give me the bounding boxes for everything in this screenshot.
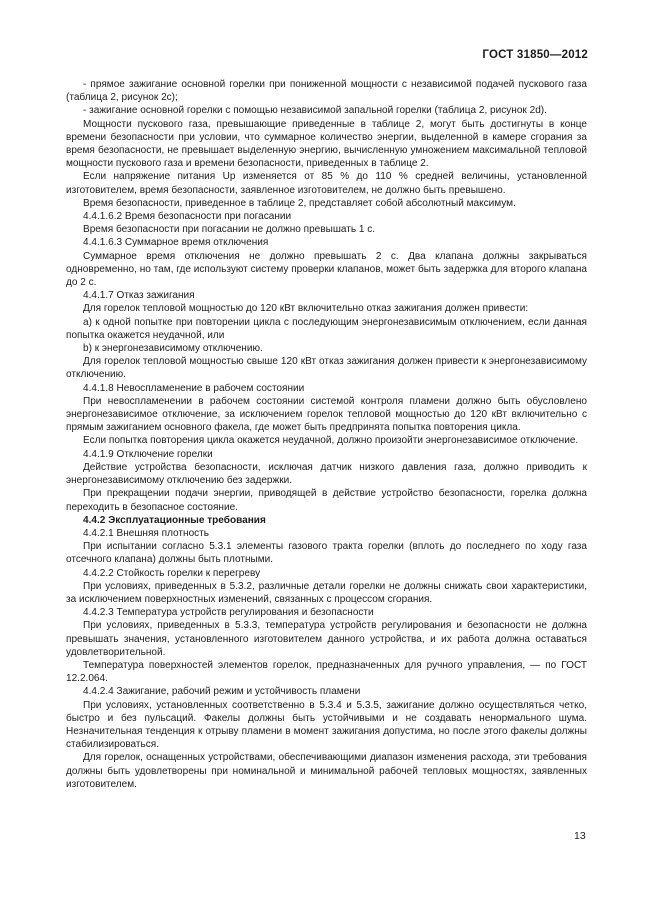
paragraph: Суммарное время отключения не должно превышать 2 с. Два клапана должны закрываться одновременно, но там, где используют систему проверки клапанов, может быть задержка для второго клапана до 2 с. [66, 250, 587, 289]
section-heading: 4.4.1.8 Невоспламенение в рабочем состоянии [83, 382, 305, 394]
section-heading: 4.4.2.4 Зажигание, рабочий режим и устойчивость пламени [83, 686, 361, 698]
paragraph: Если напряжение питания Uр изменяется от 85 % до 110 % средней величины, установленной изготовителем, время безопасности, заявленное изготовителем, не должно быть превышено. [66, 171, 587, 196]
section-heading: 4.4.2 Эксплуатационные требования [83, 514, 266, 526]
section-heading: 4.4.1.6.3 Суммарное время отключения [83, 237, 269, 249]
paragraph: - прямое зажигание основной горелки при пониженной мощности с независимой подачей пускового газа (таблица 2, рисунок 2с); [66, 79, 587, 104]
paragraph: Время безопасности, приведенное в таблице 2, представляет собой абсолютный максимум. [83, 197, 516, 209]
page-body [66, 78, 587, 791]
paragraph: При невоспламенении в рабочем состоянии системой контроля пламени должно быть обусловлено энергонезависимое отключение, за исключением горелок тепловой мощностью до 120 кВт включительно с прямым зажиганием основного факела, где может быть предпринята попытка повторения цикла. [66, 395, 587, 434]
list-item: b) к энергонезависимому отключению. [83, 343, 263, 355]
section-heading: 4.4.2.3 Температура устройств регулирования и безопасности [83, 607, 374, 619]
section-heading: 4.4.1.7 Отказ зажигания [83, 290, 195, 302]
paragraph: При испытании согласно 5.3.1 элементы газового тракта горелки (вплоть до последнего по ходу газа отсечного клапана) должны быть плотными. [66, 541, 587, 566]
paragraph: Время безопасности при погасании не должно превышать 1 с. [83, 224, 376, 236]
paragraph: Действие устройства безопасности, исключая датчик низкого давления газа, должно приводить к энергонезависимому отключению без задержки. [66, 461, 587, 487]
paragraph: - зажигание основной горелки с помощью независимой запальной горелки (таблица 2, рисунок 2d). [83, 105, 547, 117]
section-heading: 4.4.2.1 Внешняя плотность [83, 527, 210, 539]
paragraph: Мощности пускового газа, превышающие приведенные в таблице 2, могут быть достигнуты в конце времени безопасности при условии, что суммарное количество энергии, выделенной в камере сгорания за время безопасности, не превышает выделенную энергию, вычисленную умножением максимальной тепловой мощности пускового газа и времени безопасности, приведенных в таблице 2. [66, 118, 587, 170]
paragraph: При условиях, установленных соответственно в 5.3.4 и 5.3.5, зажигание должно осуществляться четко, быстро и без пульсаций. Факелы должны быть устойчивыми и не создавать ненормального шума. Незначительная тенденция к отрыву пламени в момент зажигания допустима, но после этого факелы должны стабилизироваться. [66, 699, 587, 751]
section-heading: 4.4.1.6.2 Время безопасности при погасании [83, 211, 292, 223]
document-code: ГОСТ 31850—2012 [482, 49, 588, 61]
paragraph: При прекращении подачи энергии, приводящей в действие устройство безопасности, горелка должна переходить в безопасное состояние. [66, 488, 587, 513]
paragraph: Температура поверхностей элементов горелок, предназначенных для ручного управления, — по ГОСТ 12.2.064. [66, 659, 587, 685]
section-heading: 4.4.2.2 Стойкость горелки к перегреву [83, 567, 261, 579]
section-heading: 4.4.1.9 Отключение горелки [83, 448, 213, 460]
paragraph: Для горелок, оснащенных устройствами, обеспечивающими диапазон изменения расхода, эти требования должны быть удовлетворены при номинальной и минимальной рабочей тепловых мощностях, заявленных изготовителем. [66, 752, 587, 790]
paragraph: При условиях, приведенных в 5.3.2, различные детали горелки не должны снижать свои характеристики, за исключением поверхностных изменений, связанных с процессом сгорания. [66, 580, 587, 605]
list-item: а) к одной попытке при повторении цикла с последующим энергонезависимым отключением, если данная попытка окажется неудачной, или [66, 316, 587, 341]
paragraph: Для горелок тепловой мощностью свыше 120 кВт отказ зажигания должен привести к энергонезависимому отключению. [66, 356, 587, 381]
paragraph: Если попытка повторения цикла окажется неудачной, должно произойти энергонезависимое отключение. [83, 435, 579, 447]
page-number: 13 [574, 830, 586, 842]
paragraph: Для горелок тепловой мощностью до 120 кВт включительно отказ зажигания должен привести: [83, 303, 529, 315]
paragraph: При условиях, приведенных в 5.3.3, температура устройств регулирования и безопасности не должна превышать значения, установленного изготовителем данного устройства, и их работа должна оставаться удовлетворительной. [66, 620, 587, 658]
